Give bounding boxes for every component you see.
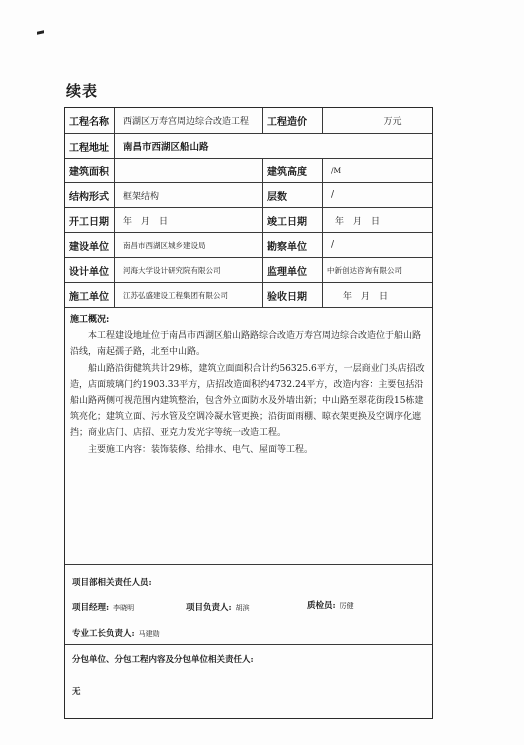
value-project-cost: 万元 bbox=[383, 117, 402, 127]
staff-section bbox=[65, 565, 432, 645]
label-structure-type: 结构形式 bbox=[65, 183, 115, 207]
value-completion-date: 年 月 日 bbox=[335, 216, 381, 227]
value-building-area bbox=[115, 159, 263, 182]
subcontract-title: 分包单位、分包工程内容及分包单位相关责任人: bbox=[72, 655, 254, 665]
tech-name: 胡滨 bbox=[235, 604, 250, 612]
value-owner-unit: 南昌市西湖区城乡建设局 bbox=[115, 233, 263, 257]
qc-label: 质检员: bbox=[307, 601, 336, 611]
subcontract-section bbox=[65, 645, 432, 718]
overview-title: 施工概况: bbox=[70, 315, 110, 325]
staff-manager bbox=[72, 601, 134, 613]
page-title: 续表 bbox=[66, 82, 99, 100]
label-supervision-unit: 监理单位 bbox=[263, 258, 323, 282]
staff-tech bbox=[186, 601, 250, 613]
staff-qc bbox=[307, 599, 354, 611]
scan-mark bbox=[37, 30, 44, 34]
label-floors: 层数 bbox=[263, 183, 323, 207]
value-survey-unit: / bbox=[331, 240, 335, 250]
foreman-label: 专业工长负责人: bbox=[72, 629, 135, 639]
label-building-height: 建筑高度 bbox=[263, 159, 323, 182]
table-row bbox=[65, 258, 432, 283]
table-row bbox=[65, 183, 432, 208]
value-project-name: 西湖区万寿宫周边综合改造工程 bbox=[115, 108, 263, 133]
label-survey-unit: 勘察单位 bbox=[263, 233, 323, 257]
table-row bbox=[65, 134, 432, 159]
value-design-unit: 河海大学设计研究院有限公司 bbox=[115, 258, 263, 282]
table-row bbox=[65, 233, 432, 258]
tech-label: 项目负责人: bbox=[186, 603, 232, 613]
label-start-date: 开工日期 bbox=[65, 208, 115, 232]
staff-title: 项目部相关责任人员: bbox=[72, 578, 152, 588]
project-info-table bbox=[64, 107, 433, 719]
value-building-height: /M bbox=[331, 166, 342, 175]
overview-section bbox=[65, 308, 432, 565]
manager-name: 李晓明 bbox=[113, 604, 135, 612]
overview-paragraph-1: 本工程建设地址位于南昌市西湖区船山路路综合改造万寿宫周边综合改造位于船山路沿线，南起孺子路，北至中山路。 bbox=[70, 331, 422, 358]
value-project-address: 南昌市西湖区船山路 bbox=[123, 142, 209, 153]
value-structure-type: 框架结构 bbox=[115, 183, 263, 207]
overview-text bbox=[65, 308, 432, 462]
label-project-name: 工程名称 bbox=[65, 108, 115, 133]
label-acceptance-date: 验收日期 bbox=[263, 283, 323, 307]
overview-paragraph-2: 船山路沿街健筑共计29栋，建筑立面面积合计约56325.6平方，一层商业门头店招改造，店面玻璃门约1903.33平方，店招改造面积约4732.24平方，改造内容：主要包括沿船山路两侧可视范围内建筑整治，包含外立面防水及外墙出新；中山路至翠花街段15栋建筑亮化；建筑立面、污水管及空调冷凝水管更换；沿街面雨棚、晾衣架更换及空调序化遮挡；商业店门、店招、亚克力发光字等统一改造工程。 bbox=[70, 363, 425, 439]
subcontract-value: 无 bbox=[72, 687, 81, 697]
foreman-name: 马建勋 bbox=[138, 630, 160, 638]
table-row bbox=[65, 283, 432, 308]
overview-paragraph-3: 主要施工内容：装饰装修、给排水、电气、屋面等工程。 bbox=[88, 444, 314, 455]
subcontract-block bbox=[65, 645, 432, 718]
table-row bbox=[65, 108, 432, 134]
value-supervision-unit: 中新创达咨询有限公司 bbox=[327, 265, 402, 275]
value-floors: / bbox=[331, 190, 335, 200]
manager-label: 项目经理: bbox=[72, 603, 110, 613]
value-acceptance-date: 年 月 日 bbox=[343, 291, 389, 302]
label-owner-unit: 建设单位 bbox=[65, 233, 115, 257]
staff-foreman bbox=[72, 627, 160, 639]
label-completion-date: 竣工日期 bbox=[263, 208, 323, 232]
value-construction-unit: 江苏弘盛建设工程集团有限公司 bbox=[115, 283, 263, 307]
label-project-address: 工程地址 bbox=[65, 134, 115, 158]
table-row bbox=[65, 208, 432, 233]
table-row bbox=[65, 159, 432, 183]
label-construction-unit: 施工单位 bbox=[65, 283, 115, 307]
qc-name: 厉健 bbox=[339, 602, 354, 610]
value-start-date: 年 月 日 bbox=[115, 208, 263, 232]
label-project-cost: 工程造价 bbox=[263, 108, 323, 133]
staff-block bbox=[65, 565, 432, 645]
label-design-unit: 设计单位 bbox=[65, 258, 115, 282]
label-building-area: 建筑面积 bbox=[65, 159, 115, 182]
